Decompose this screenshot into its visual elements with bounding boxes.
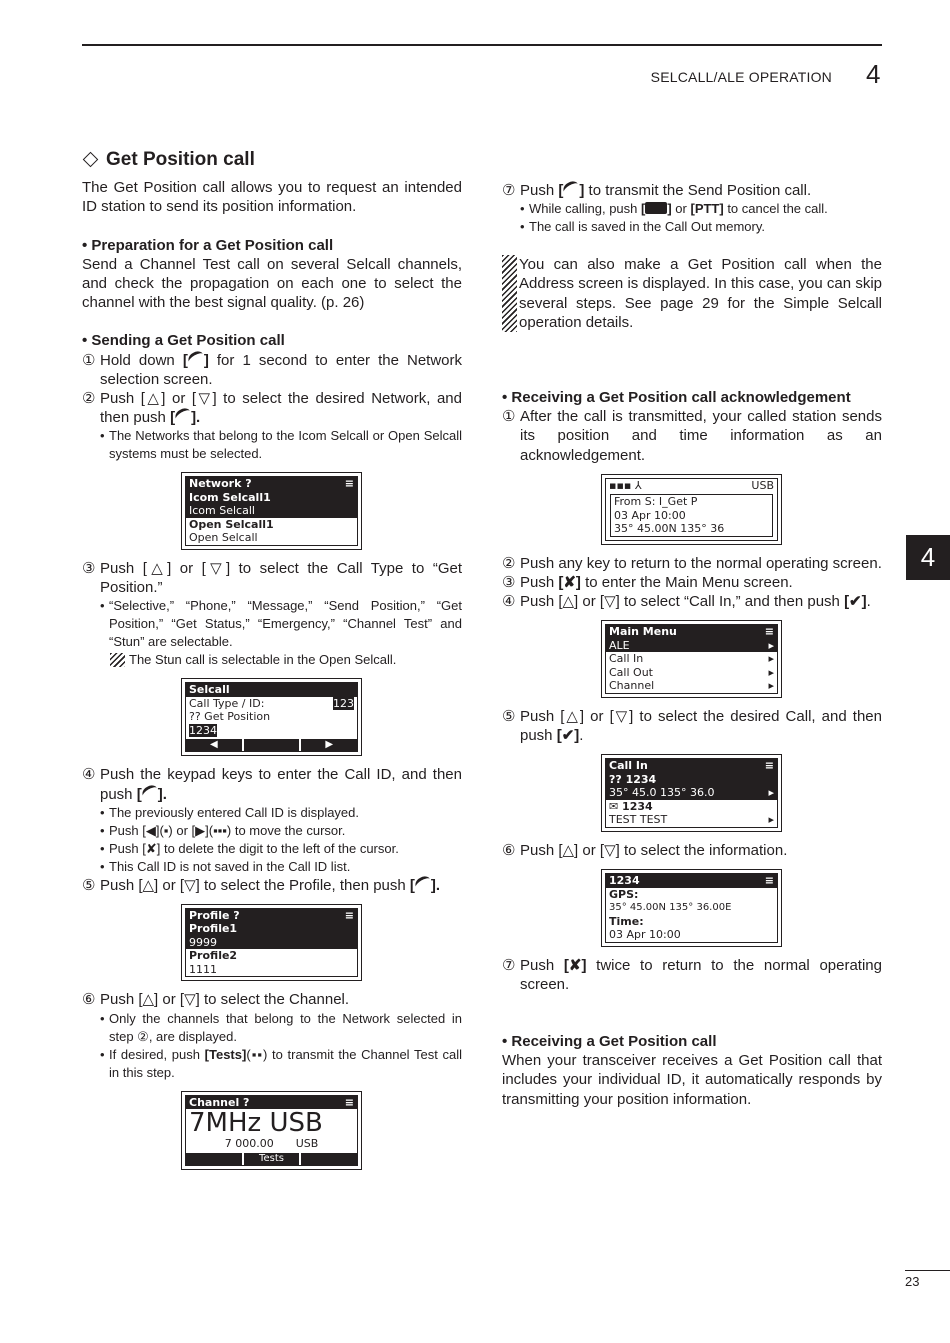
chapter-number: 4 bbox=[866, 59, 881, 89]
step-6: ⑥ Push [△] or [▽] to select the Channel. bbox=[82, 991, 350, 1009]
diamond-icon bbox=[83, 152, 99, 168]
step-7: ⑦ Push [ ] to transmit the Send Position call. bbox=[502, 181, 882, 200]
call-key-icon bbox=[186, 348, 206, 366]
call-key-icon bbox=[140, 782, 160, 800]
call-key-icon bbox=[561, 179, 581, 197]
step-4: ④ Push the keypad keys to enter the Call ID, and then push [ ]. bbox=[82, 766, 462, 803]
ack-step-3: ③ Push [✘] to enter the Main Menu screen. bbox=[502, 574, 793, 592]
ack-heading: • Receiving a Get Position call acknowledgement bbox=[502, 389, 851, 407]
page-number: 23 bbox=[905, 1274, 920, 1289]
lcd-network-screen: Network ? ≡ Icom Selcall1 Icom Selcall Open Selcall1 Open Selcall bbox=[181, 472, 362, 550]
step-2: ② Push [△] or [▽] to select the desired Network, and then push [ ]. bbox=[82, 390, 462, 427]
call-key-icon bbox=[173, 406, 193, 424]
step-5: ⑤ Push [△] or [▽] to select the Profile, then push [ ]. bbox=[82, 876, 462, 895]
step-3: ③ Push [△] or [▽] to select the Call Type to “Get Position.” bbox=[82, 559, 462, 597]
note: The Stun call is selectable in the Open Selcall. bbox=[110, 651, 462, 669]
ack-step-4: ④ Push [△] or [▽] to select “Call In,” and then push [✔]. bbox=[502, 593, 871, 611]
page-number-rule bbox=[905, 1270, 950, 1271]
send-heading: • Sending a Get Position call bbox=[82, 332, 285, 350]
note-icon bbox=[502, 255, 517, 332]
ack-step-1: ① After the call is transmitted, your called station sends its position and time information as an acknowledgement. bbox=[502, 408, 882, 464]
header-rule bbox=[82, 44, 882, 46]
bullet: • The call is saved in the Call Out memory. bbox=[520, 219, 766, 235]
lcd-channel-screen: Channel ? ≡ 7MHz USB 7 000.00 USB Tests bbox=[181, 1091, 362, 1170]
lcd-call-in-screen: Call In ≡ ?? 1234 35° 45.0 135° 36.0 ▸ ✉ 1234 TEST TEST ▸ bbox=[601, 754, 782, 832]
note-icon bbox=[110, 653, 125, 667]
receive-heading: • Receiving a Get Position call bbox=[502, 1032, 717, 1050]
bullet: • The previously entered Call ID is displayed. bbox=[100, 804, 360, 820]
bullet: • Push [◀](▪) or [▶](▪▪▪) to move the cursor. bbox=[100, 822, 346, 838]
chapter-tab: 4 bbox=[906, 535, 950, 580]
note: You can also make a Get Position call when the Address screen is displayed. In this case, you can skip several steps. See page 29 for the Simple Selcall operation details. bbox=[502, 255, 882, 332]
left-column bbox=[82, 150, 462, 1179]
prep-paragraph: Send a Channel Test call on several Selcall channels, and check the propagation on each one to select the channel with the best signal quality. (p. 26) bbox=[82, 255, 462, 312]
lcd-main-menu-screen: Main Menu ≡ ALE ▸ Call In ▸ Call Out ▸ Channel ▸ bbox=[601, 620, 782, 698]
lcd-info-screen: 1234 ≡ GPS: 35° 45.00N 135° 36.00E Time: 03 Apr 10:00 bbox=[601, 869, 782, 947]
bullet: • Push [✘] to delete the digit to the left of the cursor. bbox=[100, 840, 399, 856]
section-heading: Get Position call bbox=[82, 150, 462, 169]
ack-step-5: ⑤ Push [△] or [▽] to select the desired Call, and then push [✔]. bbox=[502, 707, 882, 745]
bullet: • “Selective,” “Phone,” “Message,” “Send Position,” “Get Position,” “Get Status,” “Emergency,” “Channel Test” and “Stun” are selectable. bbox=[100, 598, 462, 650]
lcd-selcall-screen: Selcall Call Type / ID: 123 ?? Get Position 1234 ◀ ▶ bbox=[181, 678, 362, 756]
bullet: • If desired, push [Tests](▪▪) to transmit the Channel Test call in this step. bbox=[100, 1046, 462, 1080]
bullet: • Only the channels that belong to the Network selected in step ②, are displayed. bbox=[100, 1010, 462, 1044]
bullet: • This Call ID is not saved in the Call ID list. bbox=[100, 858, 351, 874]
receive-paragraph: When your transceiver receives a Get Position call that includes your individual ID, it automatically responds by transmitting your position information. bbox=[502, 1052, 882, 1108]
prep-heading: • Preparation for a Get Position call bbox=[82, 236, 334, 254]
ack-step-6: ⑥ Push [△] or [▽] to select the information. bbox=[502, 841, 788, 859]
bullet: • While calling, push [ ] or [PTT] to cancel the call. bbox=[520, 201, 828, 217]
section-title: SELCALL/ALE OPERATION bbox=[650, 69, 832, 85]
lcd-profile-screen: Profile ? ≡ Profile1 9999 Profile2 1111 bbox=[181, 904, 362, 982]
bullet: • The Networks that belong to the Icom Selcall or Open Selcall systems must be selected. bbox=[100, 428, 462, 462]
call-key-icon bbox=[413, 874, 433, 892]
intro-paragraph: The Get Position call allows you to request an intended ID station to send its position information. bbox=[82, 179, 462, 216]
scan-key-icon bbox=[645, 202, 667, 214]
right-column bbox=[502, 181, 882, 1109]
ack-step-7: ⑦ Push [✘] twice to return to the normal operating screen. bbox=[502, 956, 882, 993]
lcd-ack-screen: ▪▪▪ ⅄ USB From S: I_Get P 03 Apr 10:00 35° 45.00N 135° 36 bbox=[601, 474, 782, 545]
ack-step-2: ② Push any key to return to the normal operating screen. bbox=[502, 554, 882, 572]
step-1: ① Hold down [ ] for 1 second to enter the Network selection screen. bbox=[82, 351, 462, 389]
